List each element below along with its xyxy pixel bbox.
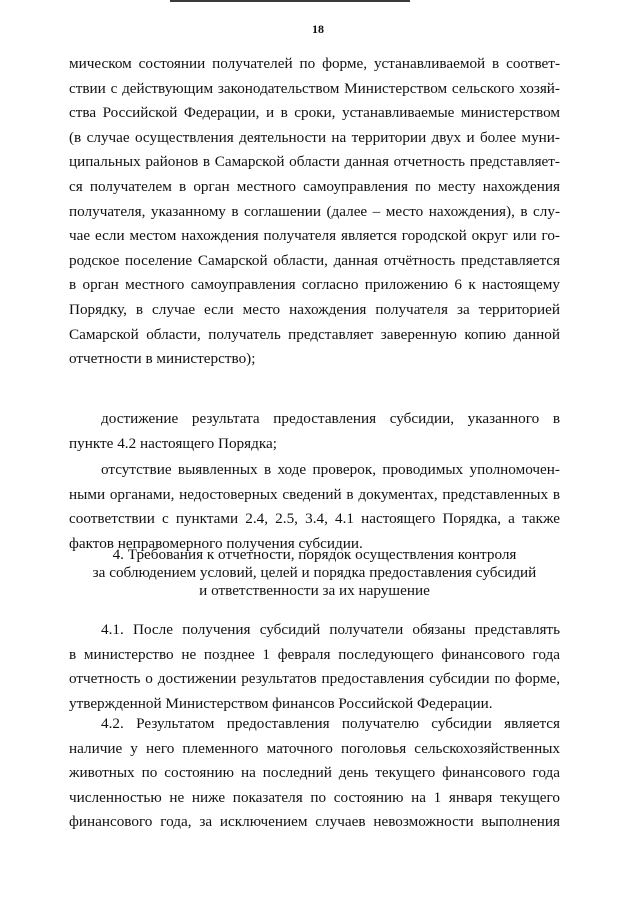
text-line: пункте 4.2 настоящего Порядка; (69, 434, 277, 452)
paragraph-reporting-continued (69, 52, 560, 372)
text-line: ства Российской Федерации, и в сроки, устанавливаемые министерством (69, 104, 560, 122)
text-line: животных по состоянию на последний день текущего финансового года (69, 764, 560, 782)
text-line: отчетности в министерство); (69, 350, 256, 368)
text-line: ся получателем в орган местного самоуправления по месту нахождения (69, 177, 560, 195)
text-line: отчетность о достижении результатов предоставления субсидии по форме, (69, 670, 560, 688)
heading-line: и ответственности за их нарушение (199, 582, 430, 599)
page-number: 18 (312, 22, 324, 36)
text-line: ципальных районов в Самарской области данная отчетность представляет- (69, 153, 560, 171)
text-line: численностью не ниже показателя по состоянию на 1 января текущего (69, 788, 560, 806)
scan-top-rule (170, 0, 410, 2)
paragraph-no-violations (69, 458, 560, 556)
text-line: отсутствие выявленных в ходе проверок, проводимых уполномочен- (101, 461, 560, 478)
text-line: мическом состоянии получателей по форме, устанавливаемой в соответ- (69, 55, 560, 72)
text-line: соответствии с пунктами 2.4, 2.5, 3.4, 4.1 настоящего Порядка, а также (69, 510, 560, 528)
text-line: достижение результата предоставления субсидии, указанного в (101, 410, 560, 427)
text-line: в орган местного самоуправления согласно приложению 6 к настоящему (69, 276, 560, 294)
text-line: Порядку, в случае если место нахождения получателя за территорией (69, 300, 560, 318)
text-line: Самарской области, получатель представляет заверенную копию данной (69, 325, 560, 343)
text-line: утвержденной Министерством финансов Российской Федерации. (69, 694, 493, 712)
text-line: ствии с действующим законодательством Министерством сельского хозяй- (69, 79, 560, 97)
text-line: фактов неправомерного получения субсидии. (69, 534, 363, 552)
heading-line: за соблюдением условий, целей и порядка предоставления субсидий (92, 564, 537, 581)
paragraph-result-achievement (69, 407, 560, 456)
paragraph-4-2 (69, 712, 560, 835)
section-heading (69, 546, 560, 600)
text-line: родское поселение Самарской области, данная отчётность представляется (69, 251, 560, 269)
paragraph-4-1 (69, 618, 560, 716)
text-line: чае если местом нахождения получателя является городской округ или го- (69, 227, 560, 245)
text-line: в министерство не позднее 1 февраля последующего финансового года (69, 645, 560, 663)
text-line: наличие у него племенного маточного поголовья сельскохозяйственных (69, 739, 560, 757)
heading-line: 4. Требования к отчетности, порядок осуществления контроля (112, 546, 517, 563)
text-line: (в случае осуществления деятельности на территории двух и более муни- (69, 128, 560, 146)
text-line: 4.2. Результатом предоставления получателю субсидии является (101, 715, 560, 732)
text-line: ными органами, недостоверных сведений в документах, представленных в (69, 485, 560, 503)
text-line: 4.1. После получения субсидий получатели обязаны представлять (101, 621, 560, 638)
text-line: финансового года, за исключением случаев невозможности выполнения (69, 813, 560, 831)
text-line: получателя, указанному в соглашении (далее – место нахождения), в слу- (69, 202, 560, 220)
